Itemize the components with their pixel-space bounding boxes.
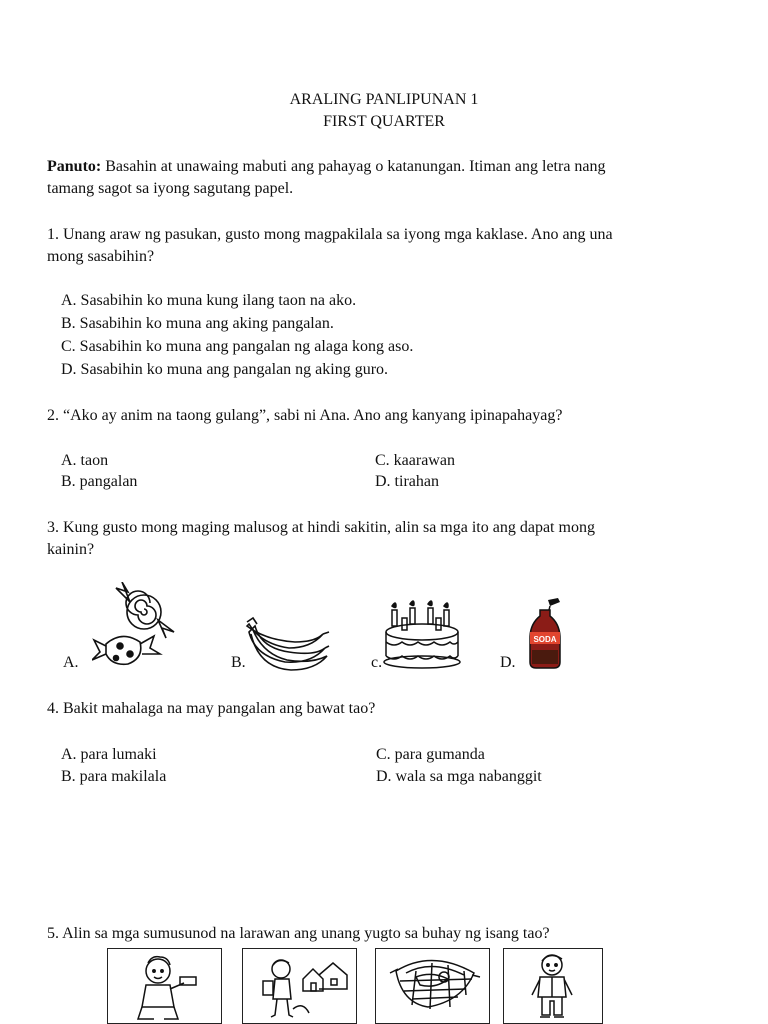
question-2-choice-d[interactable]: D. tirahan xyxy=(375,473,439,490)
question-2-choice-c[interactable]: C. kaarawan xyxy=(375,452,455,469)
page-subtitle: FIRST QUARTER xyxy=(323,113,445,130)
question-3-choice-a[interactable]: A. xyxy=(63,654,79,671)
question-3-choice-b[interactable]: B. xyxy=(231,654,246,671)
child-going-to-school-icon xyxy=(243,949,355,1023)
question-2-text: 2. “Ako ay anim na taong gulang”, sabi ni Ana. Ano ang kanyang ipinapahayag? xyxy=(47,407,563,424)
boy-standing-icon xyxy=(504,949,601,1023)
soda-label: SODA xyxy=(533,635,557,644)
instructions xyxy=(47,156,606,178)
question-1-choice-c[interactable]: C. Sasabihin ko muna ang pangalan ng alaga kong aso. xyxy=(61,338,414,355)
question-4-choice-d[interactable]: D. wala sa mga nabanggit xyxy=(376,768,542,785)
question-2-choice-a[interactable]: A. taon xyxy=(61,452,109,469)
instructions-text-2: tamang sagot sa iyong sagutang papel. xyxy=(47,180,294,197)
banana-icon xyxy=(245,612,330,672)
question-4-choice-c[interactable]: C. para gumanda xyxy=(376,746,485,763)
question-4-choice-b[interactable]: B. para makilala xyxy=(61,768,167,785)
question-3-text-1: 3. Kung gusto mong maging malusog at hindi sakitin, alin sa mga ito ang dapat mong xyxy=(47,519,595,536)
question-5-image-frame-1[interactable] xyxy=(107,948,222,1024)
question-4-text: 4. Bakit mahalaga na may pangalan ang bawat tao? xyxy=(47,700,376,717)
question-5-image-frame-4[interactable] xyxy=(503,948,603,1024)
question-3-choice-d[interactable]: D. xyxy=(500,654,516,671)
question-1-text-1: 1. Unang araw ng pasukan, gusto mong magpakilala sa iyong mga kaklase. Ano ang una xyxy=(47,226,613,243)
question-2-choice-b[interactable]: B. pangalan xyxy=(61,473,138,490)
question-4-choice-a[interactable]: A. para lumaki xyxy=(61,746,157,763)
soda-bottle-icon xyxy=(524,598,570,670)
question-1-text-2: mong sasabihin? xyxy=(47,248,155,265)
instructions-label: Panuto: xyxy=(47,158,102,175)
toddler-icon xyxy=(108,949,220,1023)
cake-icon xyxy=(382,600,462,670)
question-1-choice-a[interactable]: A. Sasabihin ko muna kung ilang taon na ako. xyxy=(61,292,357,309)
baby-in-basket-icon xyxy=(376,949,488,1023)
question-5-text: 5. Alin sa mga sumusunod na larawan ang unang yugto sa buhay ng isang tao? xyxy=(47,925,550,942)
page-title: ARALING PANLIPUNAN 1 xyxy=(289,91,479,108)
question-3-choice-c[interactable]: c. xyxy=(371,654,383,671)
candy-icon xyxy=(92,582,182,672)
question-5-image-frame-2[interactable] xyxy=(242,948,357,1024)
question-1-choice-b[interactable]: B. Sasabihin ko muna ang aking pangalan. xyxy=(61,315,334,332)
question-5-image-frame-3[interactable] xyxy=(375,948,490,1024)
question-1-choice-d[interactable]: D. Sasabihin ko muna ang pangalan ng aking guro. xyxy=(61,361,389,378)
question-3-text-2: kainin? xyxy=(47,541,95,558)
instructions-text-1: Basahin at unawaing mabuti ang pahayag o katanungan. Itiman ang letra nang xyxy=(105,158,606,175)
